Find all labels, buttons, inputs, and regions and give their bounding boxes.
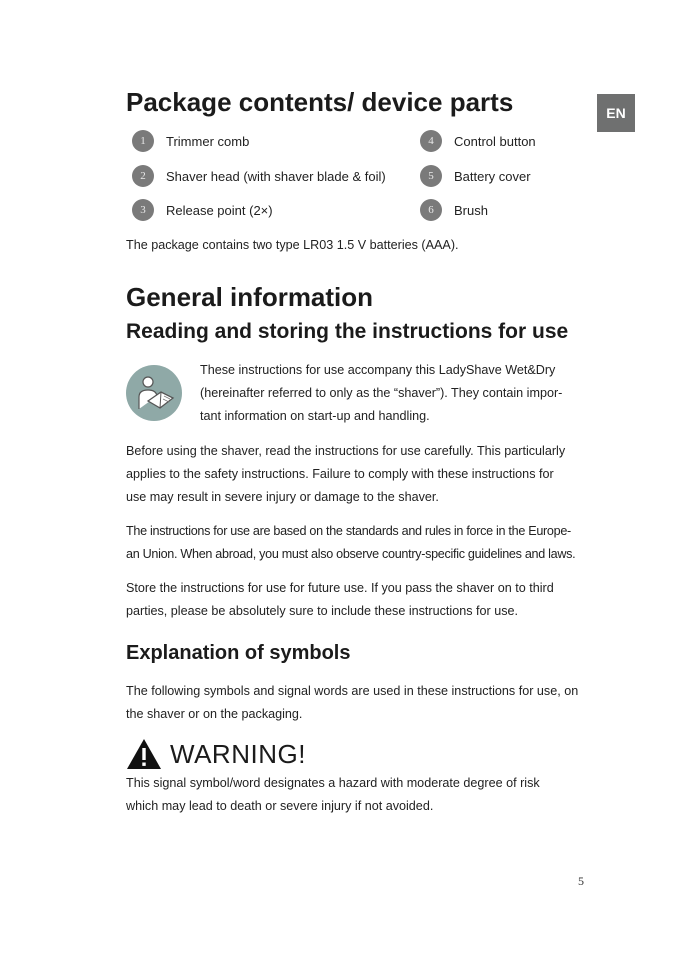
reading-storing-heading: Reading and storing the instructions for use bbox=[126, 320, 569, 343]
part-item bbox=[420, 129, 536, 153]
page-number: 5 bbox=[578, 874, 584, 888]
part-item bbox=[420, 164, 531, 188]
warning-signal bbox=[126, 738, 306, 770]
paragraph-line: which may lead to death or severe injury if not avoided. bbox=[126, 799, 434, 813]
part-item bbox=[132, 164, 386, 188]
part-label: Control button bbox=[454, 133, 536, 149]
language-tab[interactable]: EN bbox=[597, 94, 635, 132]
part-item bbox=[132, 129, 249, 153]
part-number-badge: 1 bbox=[132, 130, 154, 152]
paragraph-line: an Union. When abroad, you must also observe country-specific guidelines and laws. bbox=[126, 547, 576, 561]
read-instructions-icon bbox=[126, 365, 182, 421]
part-number-badge: 4 bbox=[420, 130, 442, 152]
general-information-heading: General information bbox=[126, 282, 374, 312]
paragraph-line: The instructions for use are based on the standards and rules in force in the Europe- bbox=[126, 524, 571, 538]
intro-line: tant information on start-up and handling. bbox=[200, 409, 430, 423]
part-item bbox=[132, 198, 273, 222]
batteries-note: The package contains two type LR03 1.5 V batteries (AAA). bbox=[126, 238, 459, 252]
paragraph-line: the shaver or on the packaging. bbox=[126, 707, 303, 721]
paragraph-line: This signal symbol/word designates a hazard with moderate degree of risk bbox=[126, 776, 540, 790]
explanation-of-symbols-heading: Explanation of symbols bbox=[126, 642, 351, 664]
package-contents-heading: Package contents/ device parts bbox=[126, 87, 514, 117]
part-label: Battery cover bbox=[454, 168, 531, 184]
part-number-badge: 6 bbox=[420, 199, 442, 221]
part-item bbox=[420, 198, 488, 222]
warning-word: WARNING! bbox=[170, 738, 306, 769]
paragraph-line: Before using the shaver, read the instructions for use carefully. This particularly bbox=[126, 444, 566, 458]
intro-line: These instructions for use accompany this LadyShave Wet&Dry bbox=[200, 363, 556, 377]
intro-line: (hereinafter referred to only as the “shaver”). They contain impor- bbox=[200, 386, 563, 400]
paragraph-line: parties, please be absolutely sure to include these instructions for use. bbox=[126, 604, 519, 618]
part-number-badge: 2 bbox=[132, 165, 154, 187]
part-label: Release point (2×) bbox=[166, 202, 273, 218]
paragraph-line: use may result in severe injury or damage to the shaver. bbox=[126, 490, 439, 504]
part-label: Trimmer comb bbox=[166, 133, 250, 149]
paragraph-line: Store the instructions for use for future use. If you pass the shaver on to third bbox=[126, 581, 554, 595]
part-number-badge: 3 bbox=[132, 199, 154, 221]
warning-triangle-icon bbox=[126, 738, 162, 770]
part-label: Shaver head (with shaver blade & foil) bbox=[166, 168, 386, 184]
part-label: Brush bbox=[454, 202, 488, 218]
paragraph-line: applies to the safety instructions. Failure to comply with these instructions for bbox=[126, 467, 554, 481]
paragraph-line: The following symbols and signal words are used in these instructions for use, on bbox=[126, 684, 579, 698]
part-number-badge: 5 bbox=[420, 165, 442, 187]
